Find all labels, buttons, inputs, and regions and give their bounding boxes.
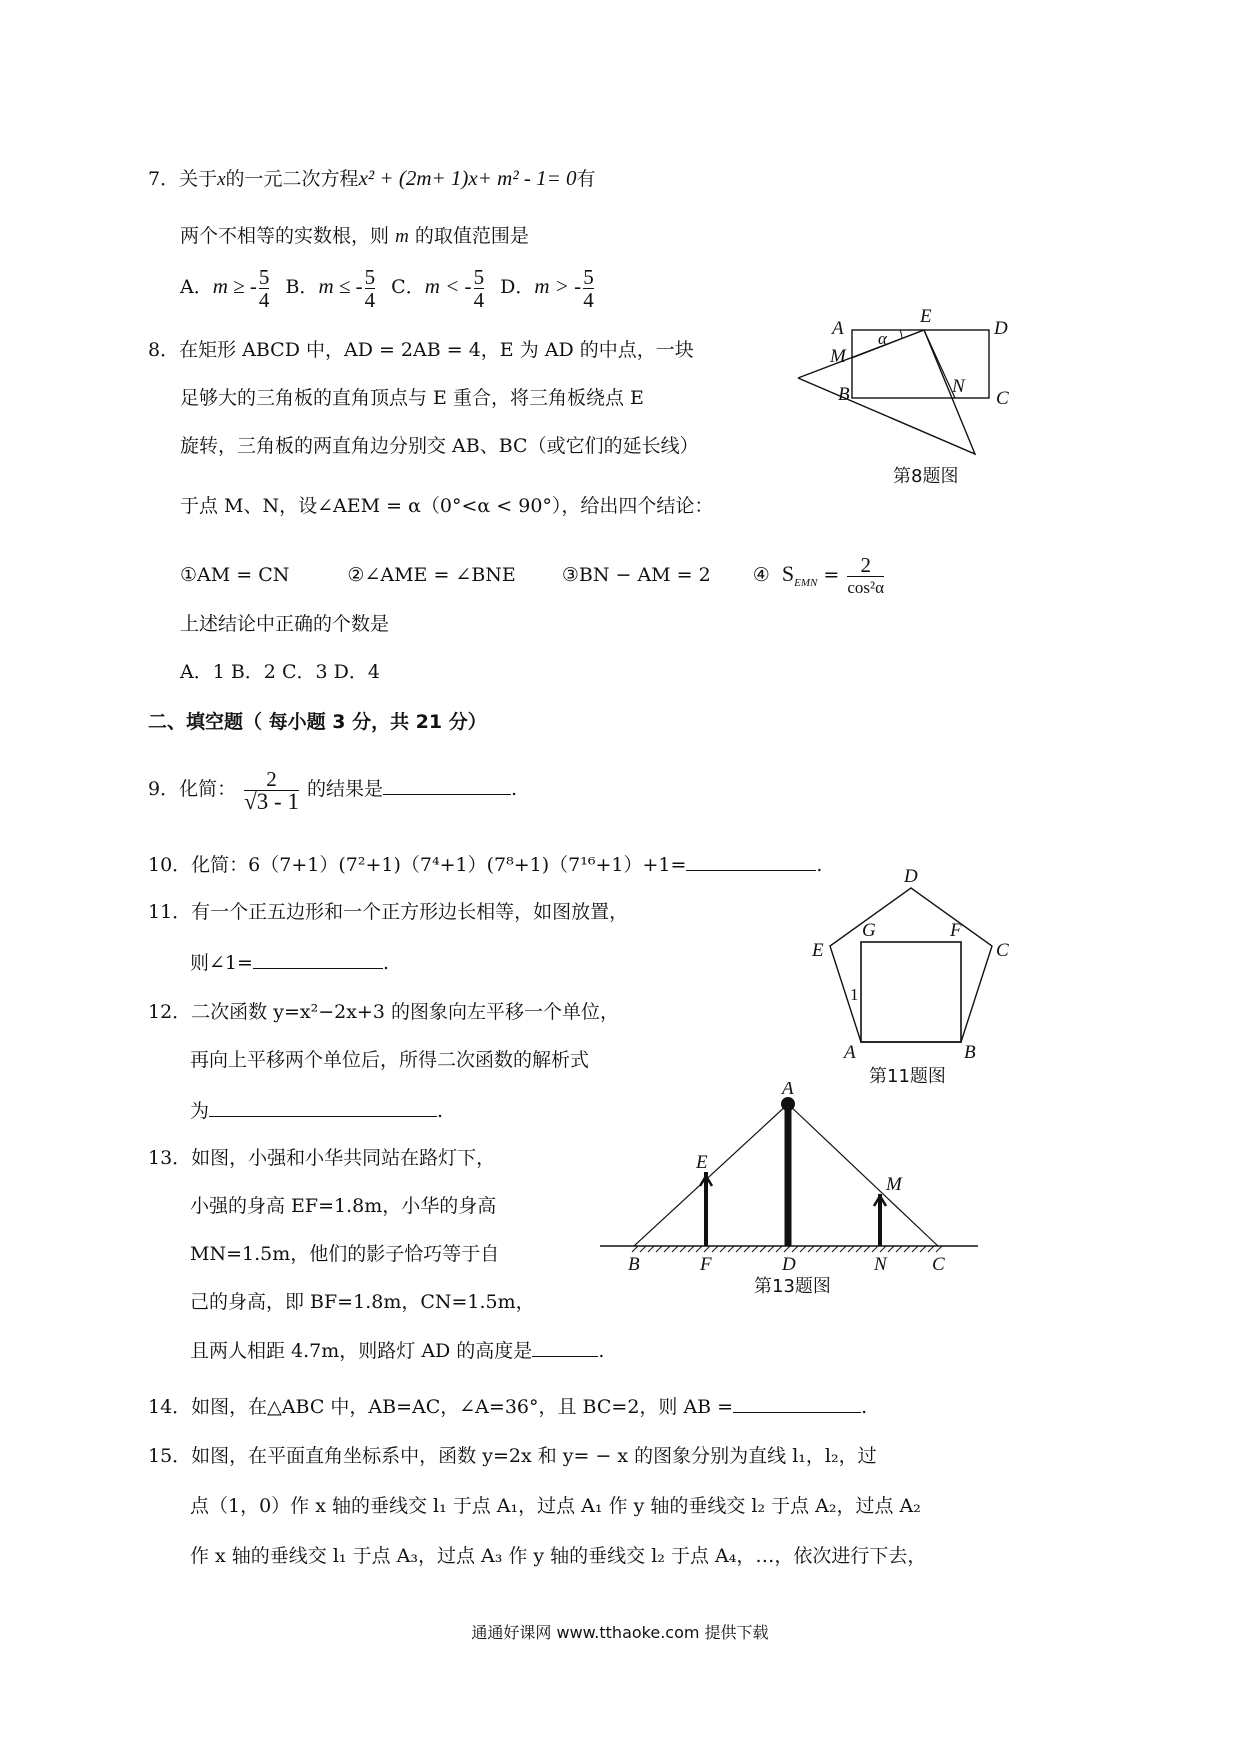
q13-label-n: N [874,1254,887,1270]
q11-label-e: E [812,940,824,961]
q12-answer-blank[interactable] [209,1098,437,1117]
q15-line3: 作 x 轴的垂线交 l₁ 于点 A₃，过点 A₃ 作 y 轴的垂线交 l₂ 于点 A₄，…，依次进行下去， [190,1545,927,1567]
q13-label-m: M [886,1174,902,1195]
q12-line1: 12．二次函数 y=x²−2x+3 的图象向左平移一个单位， [148,1001,619,1023]
q8-label-d: D [994,318,1008,339]
q8-conclusions [180,552,886,605]
q7-option-b[interactable]: B．m ≤ - $\frac{5}{4}$ [285,264,376,312]
q8-label-a: A [832,318,844,339]
q11-line1: 11．有一个正五边形和一个正方形边长相等，如图放置， [148,901,629,923]
q14-line: 14．如图，在△ABC 中，AB=AC，∠A=36°，且 BC=2，则 AB = . [148,1396,868,1418]
q7-line2: 两个不相等的实数根，则 m 的取值范围是 [180,225,529,247]
q9-fraction: $\frac{2}{√3 - 1}$ [244,766,299,814]
q8-rectangle [852,330,989,398]
q13-figure-caption: 第13题图 [754,1276,831,1297]
q11-label-c: C [996,940,1009,961]
q10-line: 10．化简：6（7+1）(7²+1)（7⁴+1）(7⁸+1)（7¹⁶+1）+1= . [148,854,823,876]
q13-line3: MN=1.5m，他们的影子恰巧等于自 [190,1243,500,1265]
q7-option-a[interactable]: A．m ≥ - $\frac{5}{4}$ [180,264,270,312]
q11-figure-caption: 第11题图 [869,1066,946,1087]
q13-answer-blank[interactable] [532,1338,598,1357]
q11-label-a: A [844,1042,856,1062]
q13-label-c: C [932,1254,945,1270]
q8-options[interactable]: A．1 B．2 C．3 D．4 [180,661,380,683]
section2-title: 二、填空题（ 每小题 3 分，共 21 分） [148,711,487,733]
q7-options [180,264,596,311]
q8-conclusion-2: ②∠AME = ∠BNE [347,564,516,586]
q11-label-angle-1: 1 [850,985,859,1004]
q9-answer-blank[interactable] [383,776,511,795]
q7-line1: 7．关于x的一元二次方程x² + (2m+ 1)x+ m² - 1= 0有 [148,166,596,190]
q8-label-e: E [920,306,932,327]
q8-label-b: B [838,384,850,405]
q8-line-en [924,330,955,398]
q13-label-f: F [700,1254,712,1270]
q11-square [861,942,961,1042]
q8-label-c: C [996,388,1009,409]
q13-label-b: B [628,1254,640,1270]
q8-conclusion-3: ③BN − AM = 2 [561,564,711,586]
q15-line2: 点（1，0）作 x 轴的垂线交 l₁ 于点 A₁，过点 A₁ 作 y 轴的垂线交 l₂ 于点 A₂，过点 A₂ [190,1495,921,1517]
q7-option-c[interactable]: C．m < - $\frac{5}{4}$ [391,264,485,312]
q10-answer-blank[interactable] [686,852,816,871]
q13-label-e: E [696,1152,708,1173]
q13-ray-ac [788,1104,938,1246]
q13-label-d: D [782,1254,796,1270]
q8-line3: 旋转，三角板的两直角边分别交 AB、BC（或它们的延长线） [180,435,699,457]
q11-figure [808,866,1018,1062]
q12-line3: 为 . [190,1100,444,1122]
q8-angle-arc [900,330,902,339]
q8-conclusion-1: ①AM = CN [180,564,290,586]
q8-line4: 于点 M、N，设∠AEM = α（0°<α < 90°），给出四个结论： [180,495,714,517]
q14-answer-blank[interactable] [733,1394,861,1413]
q13-line1: 13．如图，小强和小华共同站在路灯下， [148,1147,496,1169]
q8-line6: 上述结论中正确的个数是 [180,613,390,635]
q13-line5: 且两人相距 4.7m，则路灯 AD 的高度是 . [190,1340,605,1362]
page-footer: 通通好课网 www.tthaoke.com 提供下载 [471,1623,769,1642]
q11-label-b: B [964,1042,976,1062]
q11-line2: 则∠1= . [190,952,389,974]
q13-ray-ab [634,1104,788,1246]
q8-triangle-board [798,330,975,454]
q8-line2: 足够大的三角板的直角顶点与 E 重合，将三角板绕点 E [180,387,644,409]
q13-ground-hatching [632,1246,942,1252]
q11-label-d: D [904,866,918,887]
q8-conclusion-4: ④ $S_{EMN}$ = $\frac{2}{\text{cos²α}}$ [752,552,885,597]
q11-answer-blank[interactable] [253,950,383,969]
q13-label-a: A [782,1082,794,1099]
q13-line4: 己的身高，即 BF=1.8m，CN=1.5m， [190,1291,535,1313]
q8-line-em [852,330,924,358]
q8-label-m: M [830,346,846,367]
q12-line2: 再向上平移两个单位后，所得二次函数的解析式 [190,1049,590,1071]
q8-label-n: N [952,376,965,397]
q15-line1: 15．如图，在平面直角坐标系中，函数 y=2x 和 y= − x 的图象分别为直线 l₁，l₂，过 [148,1445,877,1467]
q11-label-f: F [950,920,962,941]
q13-line2: 小强的身高 EF=1.8m，小华的身高 [190,1195,497,1217]
q9-line: 9．化简： $\frac{2}{√3 - 1}$ 的结果是 . [148,766,518,814]
q8-figure-caption: 第8题图 [893,466,959,487]
q8-line1: 8．在矩形 ABCD 中，AD = 2AB = 4，E 为 AD 的中点，一块 [148,339,694,361]
q11-label-g: G [862,920,876,941]
q8-label-alpha: α [878,329,887,348]
q7-option-d[interactable]: D．m > - $\frac{5}{4}$ [500,264,594,312]
q11-pentagon [830,888,992,1042]
q13-figure [598,1082,988,1270]
